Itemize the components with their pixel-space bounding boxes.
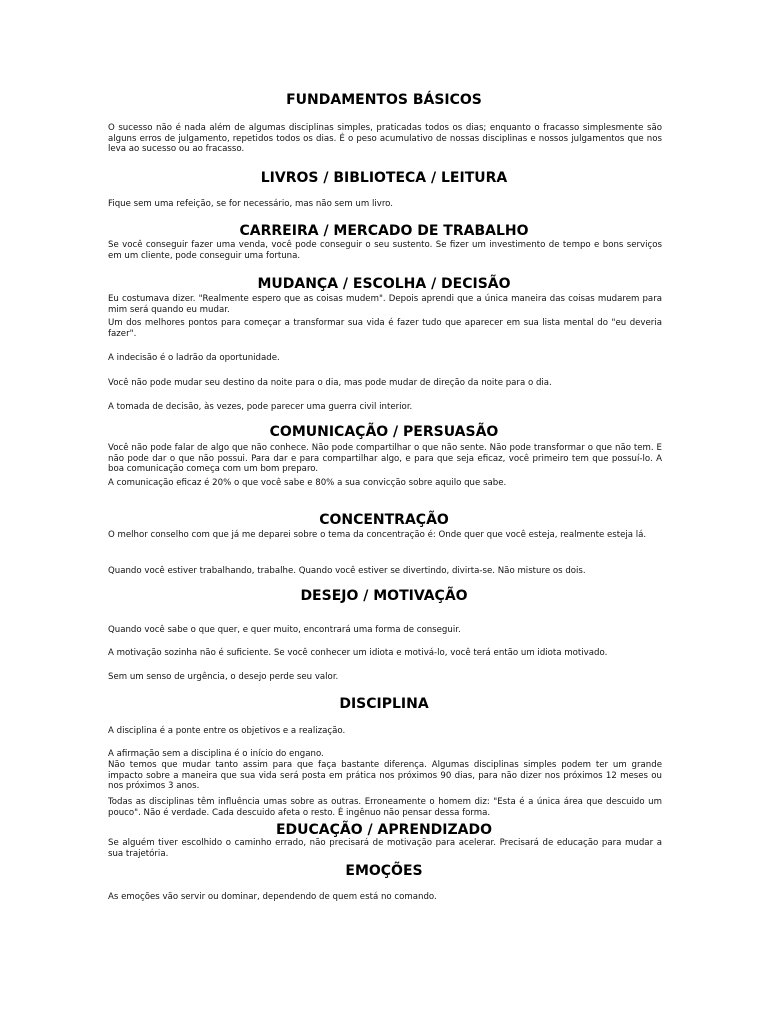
paragraph: O melhor conselho com que já me deparei sobre o tema da concentração é: Onde quer que você esteja, realmente esteja lá. (108, 530, 647, 540)
paragraph: Sem um senso de urgência, o desejo perde seu valor. (108, 672, 339, 682)
paragraph: Eu costumava dizer. "Realmente espero que as coisas mudem". Depois aprendi que a única maneira das coisas mudarem para mim será quando eu mudar. (108, 294, 662, 315)
paragraph: As emoções vão servir ou dominar, dependendo de quem está no comando. (108, 892, 437, 902)
heading-emocoes: EMOÇÕES (345, 863, 423, 879)
heading-carreira-mercado-de-trabalho: CARREIRA / MERCADO DE TRABALHO (239, 223, 529, 239)
paragraph: Se você conseguir fazer uma venda, você pode conseguir o seu sustento. Se fizer um investimento de tempo e bons serviços em um cliente, pode conseguir uma fortuna. (108, 240, 662, 261)
paragraph: Você não pode falar de algo que não conhece. Não pode compartilhar o que não sente. Não pode transformar o que não tem. E não pode dar o que não possui. Para dar e para compartilhar algo, e para que seja eficaz, você primeiro tem que possuí-lo. A boa comunicação começa com um bom preparo. (108, 443, 662, 475)
paragraph: A comunicação eficaz é 20% o que você sabe e 80% a sua convicção sobre aquilo que sabe. (108, 478, 507, 488)
paragraph: A tomada de decisão, às vezes, pode parecer uma guerra civil interior. (108, 402, 413, 412)
heading-fundamentos-basicos: FUNDAMENTOS BÁSICOS (286, 92, 482, 108)
heading-comunicacao-persuasao: COMUNICAÇÃO / PERSUASÃO (269, 424, 499, 440)
paragraph: A afirmação sem a disciplina é o início do engano. (108, 749, 324, 759)
heading-desejo-motivacao: DESEJO / MOTIVAÇÃO (300, 588, 468, 604)
paragraph: A motivação sozinha não é suficiente. Se você conhecer um idiota e motivá-lo, você terá então um idiota motivado. (108, 648, 608, 658)
heading-disciplina: DISCIPLINA (339, 696, 429, 712)
paragraph: Quando você sabe o que quer, e quer muito, encontrará uma forma de conseguir. (108, 625, 461, 635)
heading-concentracao: CONCENTRAÇÃO (319, 512, 449, 528)
paragraph: Se alguém tiver escolhido o caminho errado, não precisará de motivação para acelerar. Precisará de educação para mudar a sua trajetória. (108, 838, 662, 859)
paragraph: A indecisão é o ladrão da oportunidade. (108, 353, 280, 363)
paragraph: Quando você estiver trabalhando, trabalhe. Quando você estiver se divertindo, divirta-se. Não misture os dois. (108, 566, 586, 576)
paragraph: O sucesso não é nada além de algumas disciplinas simples, praticadas todos os dias; enquanto o fracasso simplesmente são alguns erros de julgamento, repetidos todos os dias. É o peso acumulativo de nossas disciplinas e nossos julgamentos que nos leva ao sucesso ou ao fracasso. (108, 123, 662, 155)
heading-educacao-aprendizado: EDUCAÇÃO / APRENDIZADO (275, 822, 493, 838)
paragraph: Fique sem uma refeição, se for necessário, mas não sem um livro. (108, 199, 394, 209)
paragraph: Um dos melhores pontos para começar a transformar sua vida é fazer tudo que aparecer em sua lista mental do "eu deveria fazer". (108, 318, 662, 339)
heading-livros-biblioteca-leitura: LIVROS / BIBLIOTECA / LEITURA (260, 170, 508, 186)
paragraph: Você não pode mudar seu destino da noite para o dia, mas pode mudar de direção da noite para o dia. (108, 378, 552, 388)
paragraph: Não temos que mudar tanto assim para que faça bastante diferença. Algumas disciplinas simples podem ter um grande impacto sobre a maneira que sua vida será posta em prática nos próximos 90 dias, para não dizer nos próximos 12 meses ou nos próximos 3 anos. (108, 760, 662, 792)
paragraph: A disciplina é a ponte entre os objetivos e a realização. (108, 726, 346, 736)
heading-mudanca-escolha-decisao: MUDANÇA / ESCOLHA / DECISÃO (257, 276, 511, 292)
paragraph: Todas as disciplinas têm influência umas sobre as outras. Erroneamente o homem diz: "Esta é a única área que descuido um pouco". Não é verdade. Cada descuido afeta o resto. É ingênuo não pensar dessa forma. (108, 797, 662, 818)
